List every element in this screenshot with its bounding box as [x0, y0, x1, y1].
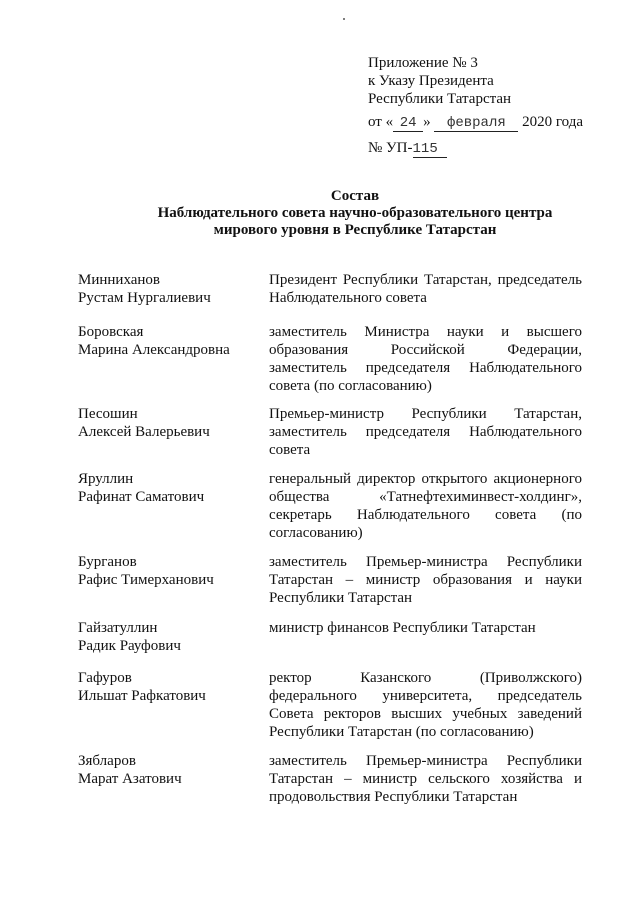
member-surname: Боровская [78, 324, 144, 340]
member-surname: Минниханов [78, 272, 161, 288]
date-year: 2020 года [522, 114, 583, 130]
member-role: заместитель Премьер-министра Республики Татарстан – министр сельского хозяйства и продовольствия Республики Татарстан [269, 753, 582, 805]
member-surname: Бурганов [78, 554, 137, 570]
scan-speck [343, 18, 345, 20]
member-given-name: Радик Рауфович [78, 638, 181, 654]
date-month: февраля [434, 116, 518, 132]
member-name [78, 271, 269, 307]
member-given-name: Алексей Валерьевич [78, 424, 210, 440]
number-value: 115 [413, 142, 447, 158]
member-name [78, 323, 269, 395]
members-list [78, 271, 583, 806]
decree-number [368, 140, 447, 158]
member-role: министр финансов Республики Татарстан [269, 620, 536, 636]
member-given-name: Марина Александровна [78, 342, 230, 358]
document-title [60, 188, 640, 239]
member-surname: Гафуров [78, 670, 132, 686]
member-name [78, 619, 269, 655]
appendix-line-3: Республики Татарстан [368, 91, 512, 107]
date-prefix: от « [368, 114, 394, 130]
member-row [78, 470, 583, 542]
member-role: Премьер-министр Республики Татарстан, заместитель председателя Наблюдательного совета [269, 406, 582, 458]
member-name [78, 752, 269, 806]
member-role: ректор Казанского (Приволжского) федерального университета, председатель Совета ректоров высших учебных заведений Республики Татарстан (по согласованию) [269, 670, 582, 740]
member-row [78, 553, 583, 607]
title-line-2: Наблюдательного совета научно-образовательного центра [157, 205, 553, 221]
member-given-name: Рустам Нургалиевич [78, 290, 211, 306]
appendix-header [368, 54, 511, 108]
member-given-name: Марат Азатович [78, 771, 182, 787]
member-surname: Зябларов [78, 753, 136, 769]
member-name [78, 553, 269, 607]
member-row [78, 405, 583, 459]
member-role: Президент Республики Татарстан, председатель Наблюдательного совета [269, 272, 582, 306]
date-day: 24 [393, 116, 423, 132]
member-row [78, 752, 583, 806]
member-given-name: Рафинат Саматович [78, 489, 205, 505]
member-name [78, 669, 269, 741]
title-line-1: Состав [330, 188, 380, 204]
member-role: генеральный директор открытого акционерного общества «Татнефтехиминвест-холдинг», секретарь Наблюдательного совета (по согласованию) [269, 471, 582, 541]
number-prefix: № УП- [368, 140, 413, 156]
member-role: заместитель Премьер-министра Республики Татарстан – министр образования и науки Республики Татарстан [269, 554, 582, 606]
member-surname: Яруллин [78, 471, 134, 487]
date-mid: » [423, 114, 431, 130]
decree-date [368, 114, 583, 132]
member-row [78, 323, 583, 395]
appendix-line-2: к Указу Президента [368, 73, 494, 89]
member-surname: Песошин [78, 406, 138, 422]
member-row [78, 669, 583, 741]
member-name [78, 405, 269, 459]
member-role: заместитель Министра науки и высшего образования Российской Федерации, заместитель председателя Наблюдательного совета (по согласованию) [269, 324, 582, 394]
member-row [78, 271, 583, 307]
member-given-name: Ильшат Рафкатович [78, 688, 206, 704]
appendix-line-1: Приложение № 3 [368, 55, 478, 71]
member-row [78, 619, 583, 655]
member-name [78, 470, 269, 542]
title-line-3: мирового уровня в Республике Татарстан [213, 222, 497, 238]
member-surname: Гайзатуллин [78, 620, 158, 636]
member-given-name: Рафис Тимерханович [78, 572, 214, 588]
